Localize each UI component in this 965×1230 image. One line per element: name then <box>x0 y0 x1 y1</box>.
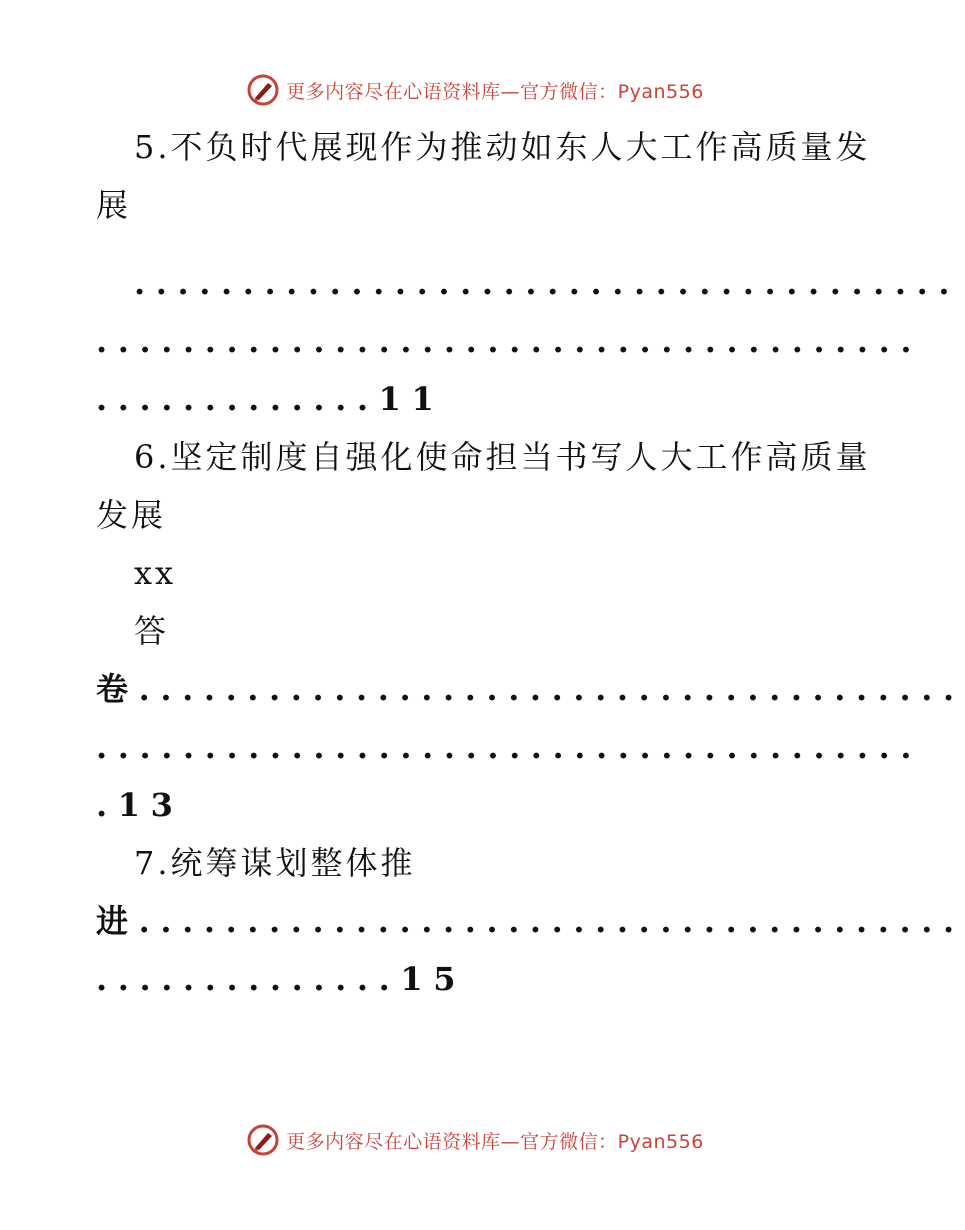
pen-circle-logo-icon <box>246 73 280 107</box>
toc-entry-6-title[interactable]: 6.坚定制度自强化使命担当书写人大工作高质量 <box>134 438 871 476</box>
banner-text: 更多内容尽在心语资料库—官方微信：Pyan556 <box>286 80 704 103</box>
toc-entry-6-title-part[interactable]: xx <box>134 554 177 592</box>
footer-banner <box>0 1122 950 1158</box>
toc-entry-5-leader-cont: ...................................... <box>96 322 923 360</box>
toc-entry-7-leader: 进...................................... <box>96 902 965 940</box>
toc-entry-6-page-number[interactable]: .13 <box>96 786 184 824</box>
toc-entry-6-title-cont[interactable]: 发展 <box>96 496 167 534</box>
toc-entry-5-title[interactable]: 5.不负时代展现作为推动如东人大工作高质量发 <box>134 128 871 166</box>
toc-entry-5-title-cont[interactable]: 展 <box>96 186 132 224</box>
toc-entry-5-page-number[interactable]: .............11 <box>96 380 445 418</box>
toc-entry-6-leader: 卷...................................... <box>96 670 965 708</box>
banner-text: 更多内容尽在心语资料库—官方微信：Pyan556 <box>286 1130 704 1153</box>
header-banner <box>0 72 950 108</box>
toc-entry-6-leader-cont: ...................................... <box>96 728 923 766</box>
toc-entry-7-title[interactable]: 7.统筹谋划整体推 <box>134 844 416 882</box>
toc-page <box>96 118 965 1008</box>
toc-entry-7-page-number[interactable]: ..............15 <box>96 960 467 998</box>
pen-circle-logo-icon <box>246 1123 280 1157</box>
toc-entry-5-leader: ...................................... <box>134 264 961 302</box>
toc-entry-6-title-part[interactable]: 答 <box>134 612 170 650</box>
